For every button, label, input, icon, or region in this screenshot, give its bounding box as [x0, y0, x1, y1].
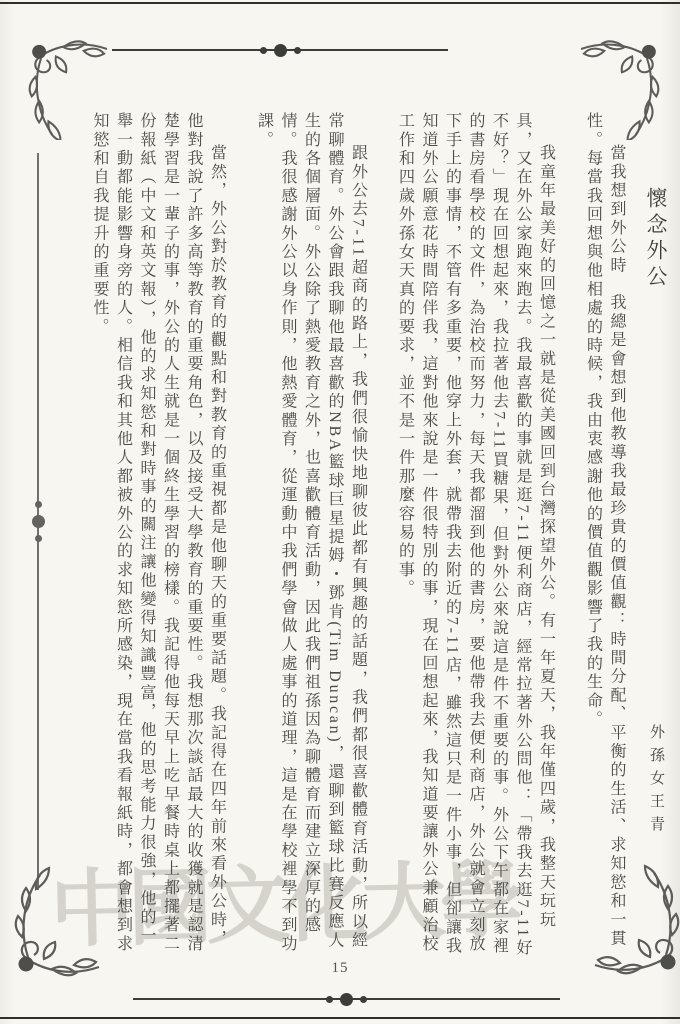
paragraph: 跟外公去7-11超商的路上，我們很愉快地聊彼此都有興趣的話題，我們都很喜歡體育活動，所以經常聊體育。外公會跟我聊他最喜歡的NBA籃球巨星提姆・鄧肯(Tim Duncan)，還聊到籃球比賽反應人生的各個層面。外公除了熱愛教育之外，也喜歡體育活動，因此我們祖孫因為聊體育而建立深厚的感情。我很感謝外公以身作則，他熱愛體育，從運動中我們學會做人處事的道理，這是在學校裡學不到功課。 [255, 112, 367, 954]
article-title: 懷念外公 [644, 187, 668, 291]
divider-dot-icon [326, 996, 333, 1003]
top-edge-line [0, 2, 680, 4]
article-byline: 外孫女王青 [648, 724, 664, 839]
university-watermark: 中國文化大學 [49, 855, 520, 958]
bottom-edge-line [0, 1017, 680, 1019]
page-number: 15 [331, 960, 349, 976]
divider-dot-icon [274, 44, 287, 57]
left-divider-rule [30, 153, 46, 890]
paragraph: 當然，外公對於教育的觀點和對教育的重視都是他聊天的重要話題。我記得在四年前來看外公時，他對我說了許多高等教育的重要角色，以及接受大學教育的重要性。我想那次談話最大的收獲就是認清楚學習是一輩子的事，外公的人生就是一個終生學習的榜樣。我記得他每天早上吃早餐時桌上都擺著二份報紙（中文和英文報），他的求知慾和對時事的關注讓他變得知識豐富，他的思考能力很強，他的一舉一動都能影響身旁的人。相信我和其他人都被外公的求知慾所感染，現在當我看報紙時，都會想到求知慾和自我提升的重要性。 [91, 112, 226, 954]
top-divider-rule [112, 42, 448, 58]
divider-dot-icon [32, 515, 45, 528]
divider-dot-icon [260, 47, 267, 54]
divider-dot-icon [294, 47, 301, 54]
divider-dot-icon [360, 996, 367, 1003]
divider-dot-icon [35, 535, 42, 542]
article-body [88, 112, 629, 960]
divider-dot-icon [35, 501, 42, 508]
divider-dot-icon [340, 993, 353, 1006]
bottom-divider-rule [133, 991, 560, 1007]
paragraph: 當我想到外公時 我總是會想到他教導我最珍貴的價值觀：時間分配、平衡的生活、求知慾和一貫性。每當我回想與他相處的時候，我由衷感謝他的價值觀影響了我的生命。 [584, 112, 625, 949]
paragraph: 我童年最美好的回憶之一就是從美國回到台灣探望外公。有一年夏天，我年僅四歲，我整天玩玩具，又在外公家跑來跑去。我最喜歡的事就是逛7-11便利商店，經常拉著外公問他：「帶我去逛7-11好不好？」現在回想起來，我拉著他去7-11買糖果，但對外公來說這是件不重要的事。外公下午都在家裡的書房看學校的文件，為治校而努力，每天我都溜到他的書房，要他帶我去便利商店，外公就會立刻放下手上的事情，不管有多重要，他穿上外套，就帶我去附近的7-11店，雖然這只是一件小事，但卻讓我知道外公願意花時間陪伴我，這對他來說是一件很特別的事，現在回想起來，我知道要讓外公兼顧治校工作和四歲外孫女天真的要求，並不是一件那麼容易的事。 [396, 112, 555, 958]
